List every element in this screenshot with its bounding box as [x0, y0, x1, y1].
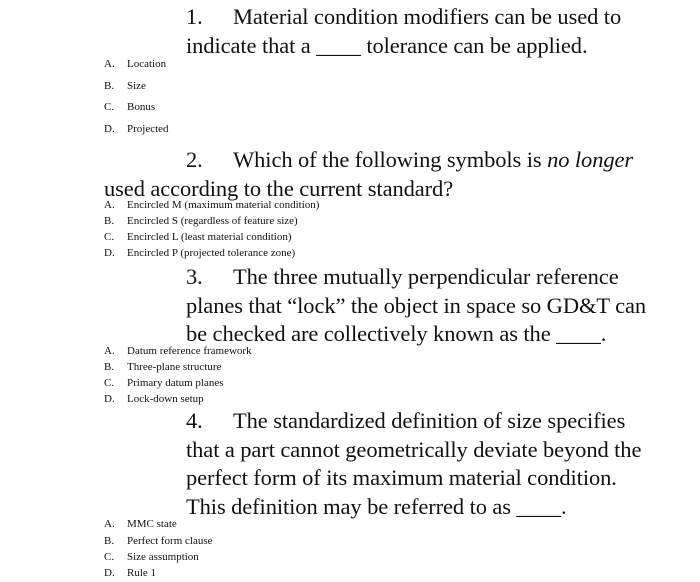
question-1-option-a: [104, 58, 166, 71]
question-3-number: 3.: [186, 264, 203, 289]
question-4-option-b: [104, 535, 213, 548]
option-letter: A.: [104, 58, 115, 70]
option-text: Lock-down setup: [127, 393, 204, 405]
question-2-number: 2.: [186, 147, 203, 172]
question-4-number: 4.: [186, 408, 203, 433]
question-3-option-a: [104, 345, 252, 358]
option-text: Datum reference framework: [127, 345, 252, 357]
question-1-option-b: [104, 80, 146, 93]
option-letter: B.: [104, 215, 115, 227]
option-text: Encircled M (maximum material condition): [127, 199, 320, 211]
option-letter: C.: [104, 231, 115, 243]
option-letter: D.: [104, 567, 115, 579]
option-text: Three-plane structure: [127, 361, 222, 373]
question-2-option-a: [104, 199, 319, 212]
question-1-number: 1.: [186, 4, 203, 29]
question-2-line-1-pre: Which of the following symbols is: [233, 147, 548, 172]
option-letter: A.: [104, 518, 115, 530]
question-1-line-2: indicate that a ____ tolerance can be applied.: [186, 32, 588, 58]
question-4-line-4: This definition may be referred to as ____.: [186, 493, 567, 519]
question-4-line-2: that a part cannot geometrically deviate beyond the: [186, 436, 642, 462]
option-letter: B.: [104, 80, 115, 92]
question-4-text: [186, 407, 686, 521]
question-2-option-d: [104, 247, 295, 260]
option-letter: D.: [104, 123, 115, 135]
question-2-line-2: used according to the current standard?: [104, 175, 454, 201]
option-letter: B.: [104, 361, 115, 373]
option-letter: D.: [104, 393, 115, 405]
question-3-option-c: [104, 377, 224, 390]
question-2-option-b: [104, 215, 298, 228]
question-4-option-c: [104, 551, 199, 564]
option-text: Size assumption: [127, 551, 199, 563]
option-text: Size: [127, 80, 146, 92]
option-text: MMC state: [127, 518, 177, 530]
option-text: Rule 1: [127, 567, 157, 579]
question-3-line-2: planes that “lock” the object in space so GD&T can: [186, 292, 647, 318]
question-3-line-3: be checked are collectively known as the ____.: [186, 321, 607, 346]
question-3-text: [186, 263, 686, 349]
question-4-option-a: [104, 518, 177, 531]
option-letter: C.: [104, 377, 115, 389]
option-text: Location: [127, 58, 167, 70]
option-text: Encircled L (least material condition): [127, 231, 292, 243]
option-letter: A.: [104, 345, 115, 357]
question-3-option-b: [104, 361, 221, 374]
option-text: Primary datum planes: [127, 377, 224, 389]
option-text: Perfect form clause: [127, 535, 213, 547]
question-2-option-c: [104, 231, 292, 244]
option-text: Encircled S (regardless of feature size): [127, 215, 298, 227]
question-1-option-c: [104, 101, 155, 114]
option-letter: A.: [104, 199, 115, 211]
question-3-option-d: [104, 393, 204, 406]
option-letter: B.: [104, 535, 115, 547]
question-4-line-3: perfect form of its maximum material condition.: [186, 465, 617, 490]
question-3-line-1: The three mutually perpendicular reference: [233, 264, 619, 289]
option-letter: D.: [104, 247, 115, 259]
question-2-text: [104, 146, 684, 203]
option-text: Bonus: [127, 101, 156, 113]
option-text: Projected: [127, 123, 169, 135]
question-1-text: [186, 3, 686, 60]
option-letter: C.: [104, 101, 115, 113]
question-4-line-1: The standardized definition of size specifies: [233, 408, 626, 433]
question-1-line-1: Material condition modifiers can be used to: [233, 4, 622, 29]
option-letter: C.: [104, 551, 115, 563]
question-2-line-1-emphasis: no longer: [547, 147, 634, 172]
question-1-option-d: [104, 123, 169, 136]
option-text: Encircled P (projected tolerance zone): [127, 247, 296, 259]
question-4-option-d: [104, 567, 156, 580]
